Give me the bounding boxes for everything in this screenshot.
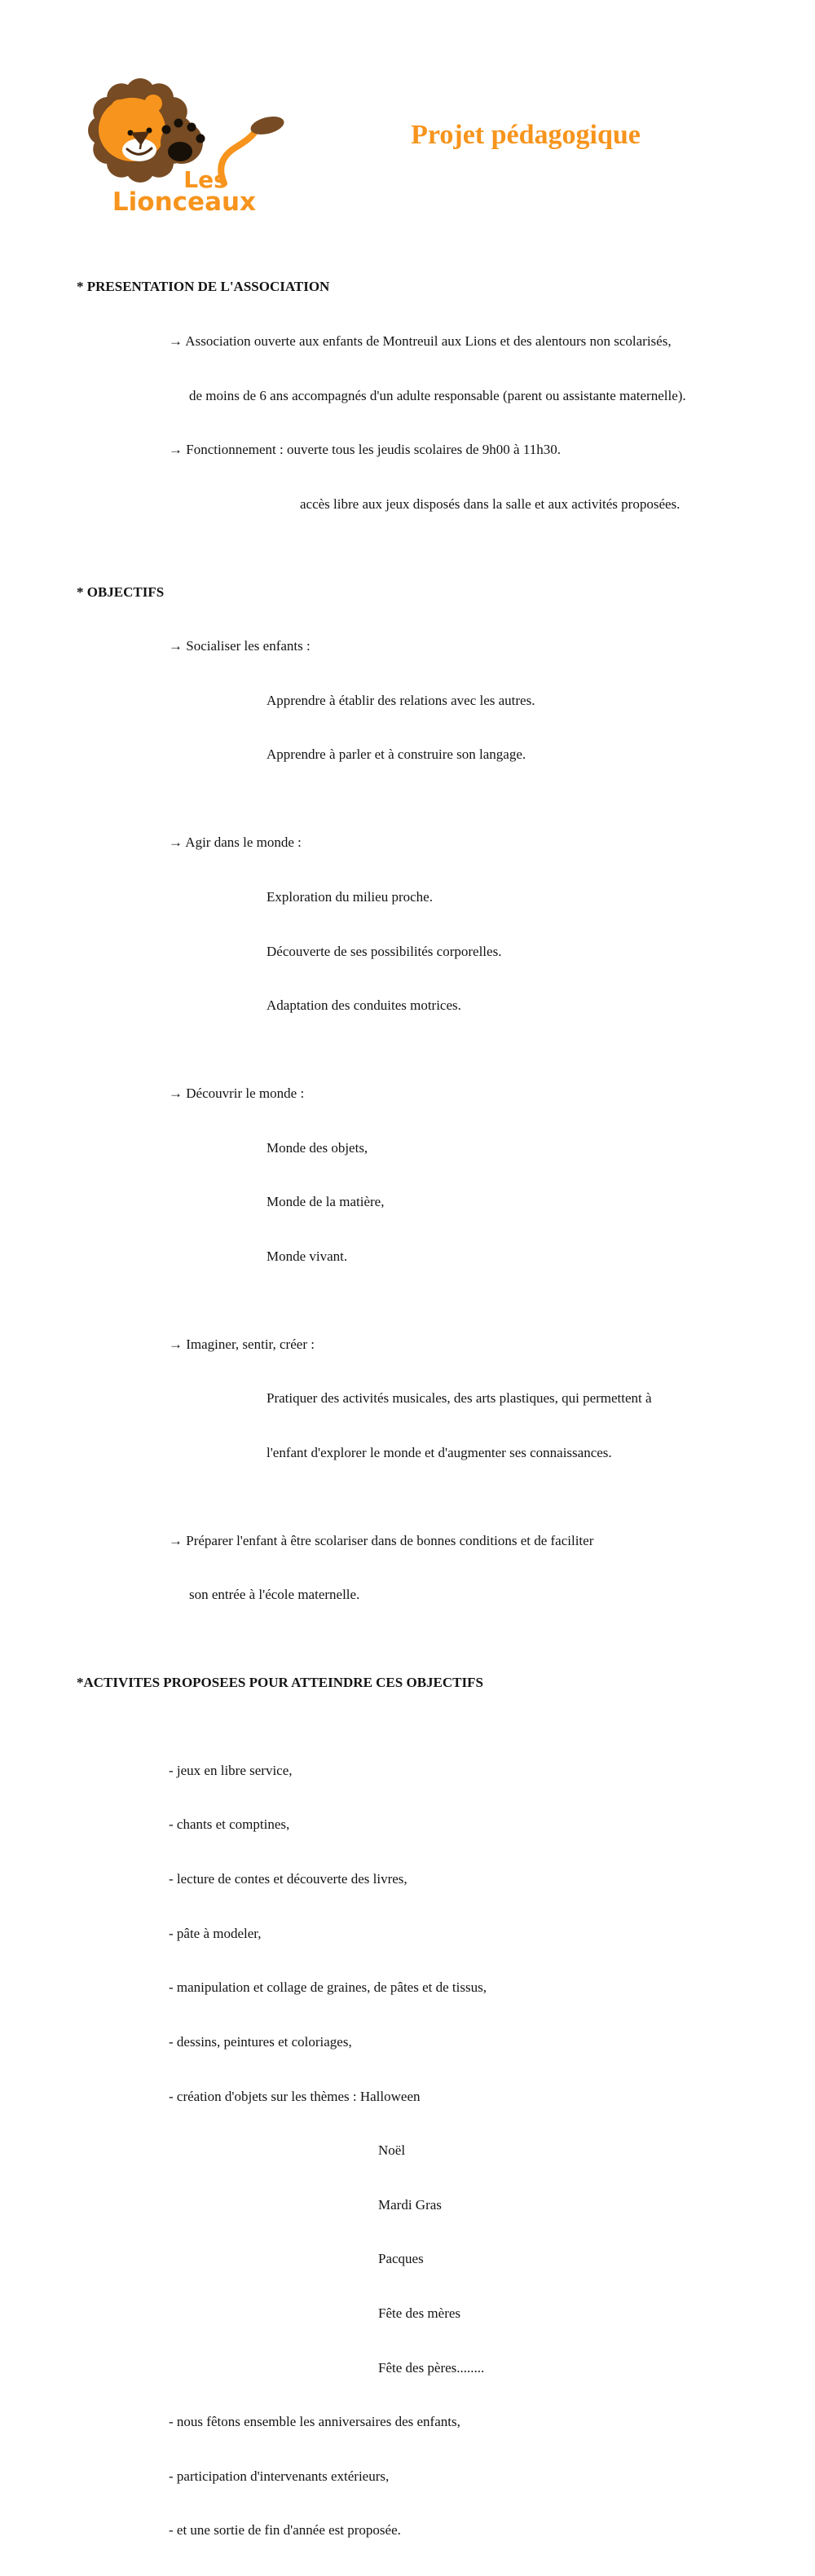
- doc-line: - pâte à modeler,: [169, 1925, 262, 1941]
- lion-logo-graphic: [77, 76, 283, 216]
- doc-line: - chants et comptines,: [169, 1816, 290, 1833]
- doc-line: Adaptation des conduites motrices.: [267, 997, 461, 1014]
- section-heading-objectifs: * OBJECTIFS: [77, 583, 165, 600]
- doc-line: Apprendre à parler et à construire son langage.: [267, 746, 526, 763]
- doc-line: - jeux en libre service,: [169, 1762, 293, 1778]
- doc-line: → Fonctionnement : ouverte tous les jeudis scolaires de 9h00 à 11h30.: [169, 442, 561, 458]
- doc-line: accès libre aux jeux disposés dans la salle et aux activités proposées.: [300, 495, 681, 512]
- doc-line: - lecture de contes et découverte des livres,: [169, 1871, 408, 1887]
- doc-line: → Découvrir le monde :: [169, 1085, 305, 1101]
- doc-line: → Socialiser les enfants :: [169, 638, 311, 654]
- doc-line: de moins de 6 ans accompagnés d'un adulte responsable (parent ou assistante maternelle).: [189, 387, 686, 403]
- doc-line: - et une sortie de fin d'année est proposée.: [169, 2522, 401, 2539]
- doc-line: l'enfant d'explorer le monde et d'augmenter ses connaissances.: [267, 1444, 612, 1460]
- doc-line: Monde vivant.: [267, 1248, 348, 1264]
- doc-line: Monde des objets,: [267, 1139, 368, 1156]
- document-body: [0, 242, 815, 2576]
- page-title: Projet pédagogique: [411, 120, 641, 150]
- doc-line: Noël: [378, 2142, 406, 2159]
- lion-logo: [77, 76, 283, 216]
- doc-line: - dessins, peintures et coloriages,: [169, 2033, 352, 2050]
- doc-line: - participation d'intervenants extérieurs,: [169, 2468, 390, 2484]
- doc-line: Pacques: [378, 2251, 424, 2267]
- doc-line: → Imaginer, sentir, créer :: [169, 1336, 315, 1352]
- doc-line: son entrée à l'école maternelle.: [189, 1587, 360, 1603]
- section-heading-presentation: * PRESENTATION DE L'ASSOCIATION: [77, 279, 330, 295]
- doc-line: → Agir dans le monde :: [169, 834, 302, 851]
- doc-line: Pratiquer des activités musicales, des arts plastiques, qui permettent à: [267, 1390, 652, 1407]
- logo-wordmark-line2: Lionceaux: [112, 187, 257, 217]
- doc-line: Apprendre à établir des relations avec les autres.: [267, 692, 535, 708]
- doc-line: Exploration du milieu proche.: [267, 888, 433, 905]
- section-heading-activites: *ACTIVITES PROPOSEES POUR ATTEINDRE CES OBJECTIFS: [77, 1675, 483, 1691]
- doc-line: Découverte de ses possibilités corporelles.: [267, 943, 502, 959]
- logo-wordmark-line1: Les: [183, 166, 227, 193]
- doc-line: → Préparer l'enfant à être scolariser dans de bonnes conditions et de faciliter: [169, 1532, 594, 1548]
- doc-line: Fête des pères........: [378, 2359, 485, 2376]
- lion-philtrum: [140, 143, 141, 148]
- doc-line: - création d'objets sur les thèmes : Halloween: [169, 2088, 421, 2104]
- doc-line: - nous fêtons ensemble les anniversaires des enfants,: [169, 2414, 460, 2430]
- doc-line: → Association ouverte aux enfants de Montreuil aux Lions et des alentours non scolarisés,: [169, 333, 672, 350]
- doc-line: - manipulation et collage de graines, de pâtes et de tissus,: [169, 1979, 487, 1996]
- doc-line: Mardi Gras: [378, 2196, 442, 2213]
- doc-line: Monde de la matière,: [267, 1194, 385, 1210]
- doc-line: Fête des mères: [378, 2305, 461, 2321]
